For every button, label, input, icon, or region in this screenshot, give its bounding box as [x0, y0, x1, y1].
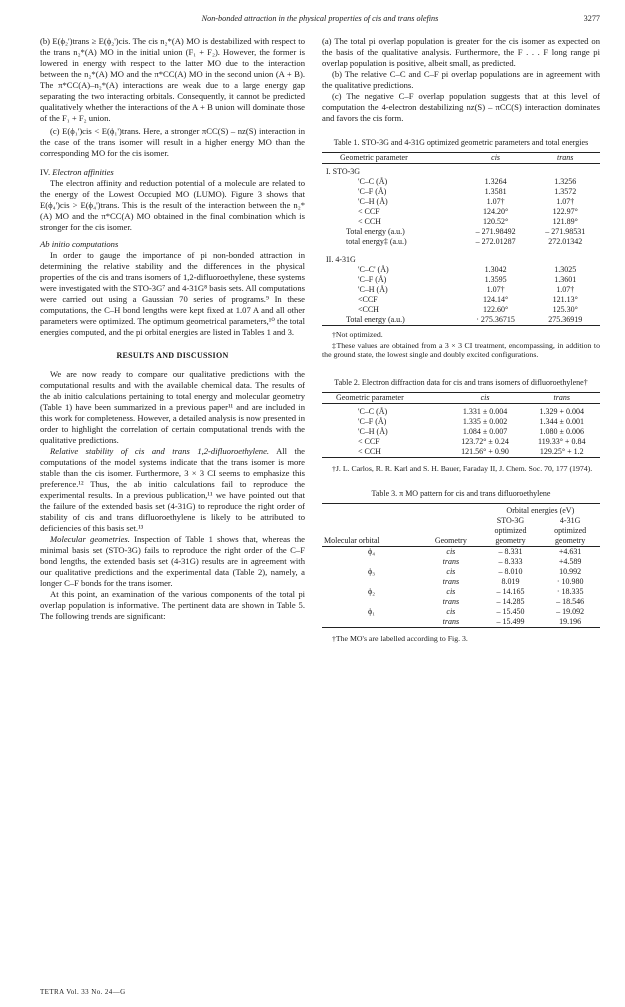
table-cell: cis [446, 547, 456, 556]
table-cell: · 10.980 [556, 577, 584, 586]
table-cell: 1.329 + 0.004 [539, 406, 584, 416]
table-cell: – 15.499 [496, 617, 525, 626]
table-cell: trans [442, 557, 460, 566]
table-cell: 1.084 ± 0.007 [462, 426, 508, 436]
table-cell: – 271.98492 [475, 227, 516, 236]
table-header: trans [553, 392, 570, 402]
table-1-footnote-2: ‡These values are obtained from a 3 × 3 CI treatment, encompassing, in addition to the ground state, the lowest single and doubly excited configurations. [322, 340, 600, 359]
table-cell: ϕ₃ [368, 567, 376, 576]
table-cell: 'C–C (Å) [358, 177, 388, 186]
subsection-heading-ab-initio: Ab initio computations [40, 239, 119, 249]
table-header: optimized [554, 526, 587, 535]
table-cell: cis [446, 587, 456, 596]
section-number: IV. [40, 167, 51, 177]
table-cell: +4.631 [558, 547, 582, 556]
table-cell: ϕ₁ [368, 607, 376, 616]
table-cell: < CCH [358, 217, 381, 226]
table-cell: < CCF [358, 207, 380, 216]
table-cell: – 8.333 [498, 557, 523, 566]
left-column [40, 36, 305, 622]
table-cell: – 8.331 [498, 547, 523, 556]
table-cell: 1.3256 [554, 177, 577, 186]
table-cell: 122.97° [552, 207, 578, 216]
table-row [322, 587, 600, 597]
table-cell: cis [446, 607, 456, 616]
table-cell: 272.01342 [548, 237, 583, 246]
table-header: Geometry [434, 536, 467, 545]
paragraph-electron-affinities: The electron affinity and reduction potential of a molecule are related to the energy of the Lowest Occupied MO (LUMO). Figure 3 shows that E(ϕ₄')cis > E(ϕ₄')trans. This is the result of the interaction between the n₂*(A) MO and the π*CC(A) MO obtained in the final combination which is stronger for the cis isomer. [40, 178, 305, 232]
table-cell: – 14.285 [496, 597, 525, 606]
table-2-caption: Table 2. Electron diffraction data for cis and trans isomers of difluoroethylene† [334, 377, 588, 387]
section-heading-electron-affinities [40, 167, 305, 178]
paragraph-ab-initio: In order to gauge the importance of pi non-bonded attraction in determining the relative stability and the differences in the physical properties of the cis and trans isomers of 1,2-difluoroethylene, these systems were investigated with the STO-3G⁷ and 4-31G⁸ basis sets. All computations were carried out using a Gaussian 70 series of programs.⁹ In these computations, the C–H bond lengths were kept fixed at 1.07 A and all other parameters were optimized. The optimum geometrical parameters,¹⁰ the total energies computed, and the pi orbital energies are listed in Tables 1 and 3. [40, 250, 305, 337]
table-cell: Total energy (a.u.) [346, 227, 405, 236]
table-cell: 'C–C (Å) [358, 406, 388, 416]
table-row [322, 417, 600, 427]
table-cell: – 8.010 [498, 567, 523, 576]
table-cell: trans [442, 577, 460, 586]
table-header: Geometric parameter [336, 392, 404, 402]
table-1-footnote-1: †Not optimized. [332, 330, 383, 339]
section-heading-results: RESULTS AND DISCUSSION [116, 351, 229, 360]
table-cell: – 272.01287 [475, 237, 516, 246]
paragraph-trend-b: (b) The relative C–C and C–F pi overlap populations are in agreement with the qualitative predictions. [322, 69, 600, 90]
table-cell: 10.992 [559, 567, 582, 576]
table-row [322, 227, 600, 237]
table-cell: 1.3042 [484, 265, 507, 274]
page-footer: TETRA Vol. 33 No. 24—G [40, 988, 126, 996]
table-row [322, 315, 600, 326]
paragraph-trend-c: (c) The negative C–F overlap population suggests that at this level of computation the 4-electron destabilizing nz(S) – πCC(S) interaction dominates and favors the cis form. [322, 91, 600, 123]
table-3-caption: Table 3. π MO pattern for cis and trans difluoroethylene [371, 489, 551, 498]
paragraph-item-b: (b) E(ϕ₂')trans ≥ E(ϕ₂')cis. The cis n₂*(A) MO is destabilized with respect to the trans n₂*(A) MO in the initial union (F₁ + F₂). However, the former is lowered in energy with respect to the latter MO due to the interaction between the n₂*(A) MO and the π*CC(A) MO in the second union (A + B). The π*CC(A)–n₂*(A) interactions are weak due to a large energy gap separating the two interacting orbitals. Consequently, it cannot be predicted qualitatively whether the interactions of the A + B union will dominate those of the F₁ + F₂ union. [40, 36, 305, 123]
table-row [322, 187, 600, 197]
table-cell [322, 577, 421, 587]
table-cell: < CCH [358, 446, 381, 456]
table-cell: 1.07† [486, 285, 505, 294]
table-cell: – 19.092 [556, 607, 585, 616]
section-title: Electron affinities [52, 167, 114, 177]
table-row [322, 217, 600, 227]
table-cell: 1.3025 [554, 265, 577, 274]
running-title: Non-bonded attraction in the physical properties of cis and trans olefins [201, 14, 439, 23]
table-2-footnote: †J. L. Carlos, R. R. Karl and S. H. Bauer, Faraday II, J. Chem. Soc. 70, 177 (1974). [332, 463, 593, 473]
table-cell: 124.14° [482, 295, 509, 304]
table-row [322, 285, 600, 295]
table-group-label: II. 4-31G [326, 255, 356, 264]
table-cell: 'C–F (Å) [358, 416, 387, 426]
table-3 [322, 503, 600, 628]
table-cell: 119.33° + 0.84 [538, 436, 586, 446]
table-header: geometry [495, 536, 526, 545]
table-cell: 121.13° [552, 295, 578, 304]
geometries-text: Inspection of Table 1 shows that, whereas the minimal basis set (STO-3G) fails to reproduce the right order of the C–F bond lengths, the extended basis set (4-31G) results are in agreement with our qualitative predictions and the experimental data (Table 2), namely, a longer C–F bonds for the trans isomer. [40, 534, 305, 588]
table-header: optimized [494, 526, 527, 535]
table-cell: 123.72° ± 0.24 [461, 436, 509, 446]
table-cell: 'C–F (Å) [358, 187, 387, 196]
table-cell: – 271.98531 [545, 227, 586, 236]
table-cell: 275.36919 [548, 315, 583, 324]
table-row [322, 305, 600, 315]
table-cell [322, 597, 421, 607]
table-cell: total energy‡ (a.u.) [346, 237, 407, 246]
table-cell: 8.019 [501, 577, 520, 586]
table-cell: 'C–C' (Å) [358, 265, 389, 274]
table-row [322, 547, 600, 558]
table-cell: 1.344 ± 0.001 [539, 416, 584, 426]
table-cell: 129.25° + 1.2 [539, 446, 584, 456]
table-2 [322, 392, 600, 458]
paragraph-results-intro: We are now ready to compare our qualitative predictions with the computational results and with the available chemical data. The results of the ab initio calculations pertaining to total energy and molecular geometry (Table 1) have been summarized in a previous paper¹¹ and are included in this work for completeness. However, a detailed analysis is now presented in order to highlight the correlation of certain computational trends with the qualitative predictions. [40, 369, 305, 445]
table-cell: 125.30° [552, 305, 578, 314]
run-in-heading-stability: Relative stability of cis and trans 1,2-difluoroethylene. [50, 446, 270, 456]
paragraph-molecular-geometries [40, 534, 305, 589]
table-group-label: I. STO-3G [326, 167, 361, 176]
table-row [322, 597, 600, 607]
table-cell: – 14.165 [496, 587, 525, 596]
table-cell: ϕ₂ [368, 587, 376, 596]
table-cell: 1.07† [556, 285, 575, 294]
table-1-caption: Table 1. STO-3G and 4-31G optimized geometric parameters and total energies [333, 138, 589, 147]
paragraph-item-c: (c) E(ϕ₁')cis < E(ϕ₁')trans. Here, a stronger πCC(S) – nz(S) interaction in the case of the trans isomer will result in a higher energy MO than the corresponding MO for the cis isomer. [40, 126, 305, 158]
table-cell: 1.335 ± 0.002 [462, 416, 508, 426]
table-cell: 1.07† [486, 197, 505, 206]
table-cell: 120.52° [482, 217, 509, 226]
table-cell: – 18.546 [556, 597, 585, 606]
table-row [322, 275, 600, 285]
table-header: cis [480, 392, 490, 402]
table-row [322, 207, 600, 217]
table-cell: Total energy (a.u.) [346, 315, 405, 324]
table-cell: · 275.36715 [476, 315, 515, 324]
table-header: Geometric parameter [340, 153, 408, 162]
table-3-footnote: †The MO's are labelled according to Fig. 3. [332, 634, 468, 643]
table-header: trans [556, 153, 574, 162]
table-cell: 1.07† [556, 197, 575, 206]
table-row [322, 427, 600, 437]
table-header: 4-31G [559, 516, 581, 525]
table-header: Orbital energies (eV) [506, 506, 575, 515]
table-cell: 1.3601 [554, 275, 577, 284]
stability-text: All the computations of the model systems indicate that the trans isomer is more stable than the cis isomer. Furthermore, 3 × 3 CI seems to emphasize this preference.¹² Thus, the ab initio calculations fail to reproduce the experimental results. In a previous publication,¹¹ we have pointed out that the failure of the extended basis set (4-31G) to reproduce the right order of stability of cis and trans difluoroethylene is likely to be attributed to deficiencies of this basis set.¹³ [40, 446, 305, 533]
table-cell: 'C–H (Å) [358, 426, 388, 436]
table-cell: 124.20° [482, 207, 509, 216]
table-cell: 19.196 [559, 617, 582, 626]
table-cell: 1.3572 [554, 187, 577, 196]
table-1 [322, 152, 600, 326]
table-cell: – 15.450 [496, 607, 525, 616]
table-cell: ϕ₄ [368, 547, 376, 556]
table-cell: +4.589 [558, 557, 582, 566]
table-cell: <CCF [358, 295, 378, 304]
table-header: STO-3G [496, 516, 525, 525]
table-cell: cis [446, 567, 456, 576]
table-cell: trans [442, 617, 460, 626]
table-row [322, 567, 600, 577]
table-row [322, 237, 600, 247]
table-cell: 121.56° + 0.90 [461, 446, 509, 456]
run-in-heading-geometries: Molecular geometries. [50, 534, 130, 544]
table-row [322, 437, 600, 447]
table-cell: 1.3581 [484, 187, 507, 196]
table-row [322, 265, 600, 275]
table-cell: 'C–H (Å) [358, 197, 388, 206]
table-cell: 121.89° [552, 217, 578, 226]
table-cell: <CCH [358, 305, 379, 314]
table-cell: · 18.335 [556, 587, 584, 596]
paragraph-relative-stability [40, 446, 305, 534]
table-cell: 1.080 ± 0.006 [539, 426, 584, 436]
table-row [322, 557, 600, 567]
table-header: Molecular orbital [324, 536, 380, 545]
table-row [322, 447, 600, 458]
page-number: 3277 [583, 14, 600, 23]
table-cell: 'C–H (Å) [358, 285, 388, 294]
table-row [322, 403, 600, 417]
paragraph-trend-a: (a) The total pi overlap population is greater for the cis isomer as expected on the basis of the qualitative analysis. Furthermore, the F . . . F long range pi overlap population is positive, albeit small, as predicted. [322, 36, 600, 68]
table-cell: trans [442, 597, 460, 606]
table-header: cis [491, 153, 501, 162]
table-cell: 1.3264 [484, 177, 507, 186]
table-row [322, 295, 600, 305]
table-row [322, 577, 600, 587]
table-cell: 1.331 ± 0.004 [462, 406, 508, 416]
table-cell [322, 557, 421, 567]
paragraph-overlap-intro: At this point, an examination of the various components of the total pi overlap population is informative. The pertinent data are shown in Table 5. The following trends are significant: [40, 589, 305, 621]
table-row [322, 607, 600, 617]
table-row [322, 197, 600, 207]
table-cell: 1.3595 [484, 275, 507, 284]
table-header: geometry [555, 536, 586, 545]
table-cell: 'C–F (Å) [358, 275, 387, 284]
table-cell: < CCF [358, 436, 380, 446]
table-cell [322, 617, 421, 628]
right-column [322, 36, 600, 644]
table-cell: 122.60° [482, 305, 509, 314]
table-row [322, 617, 600, 628]
table-row [322, 177, 600, 187]
